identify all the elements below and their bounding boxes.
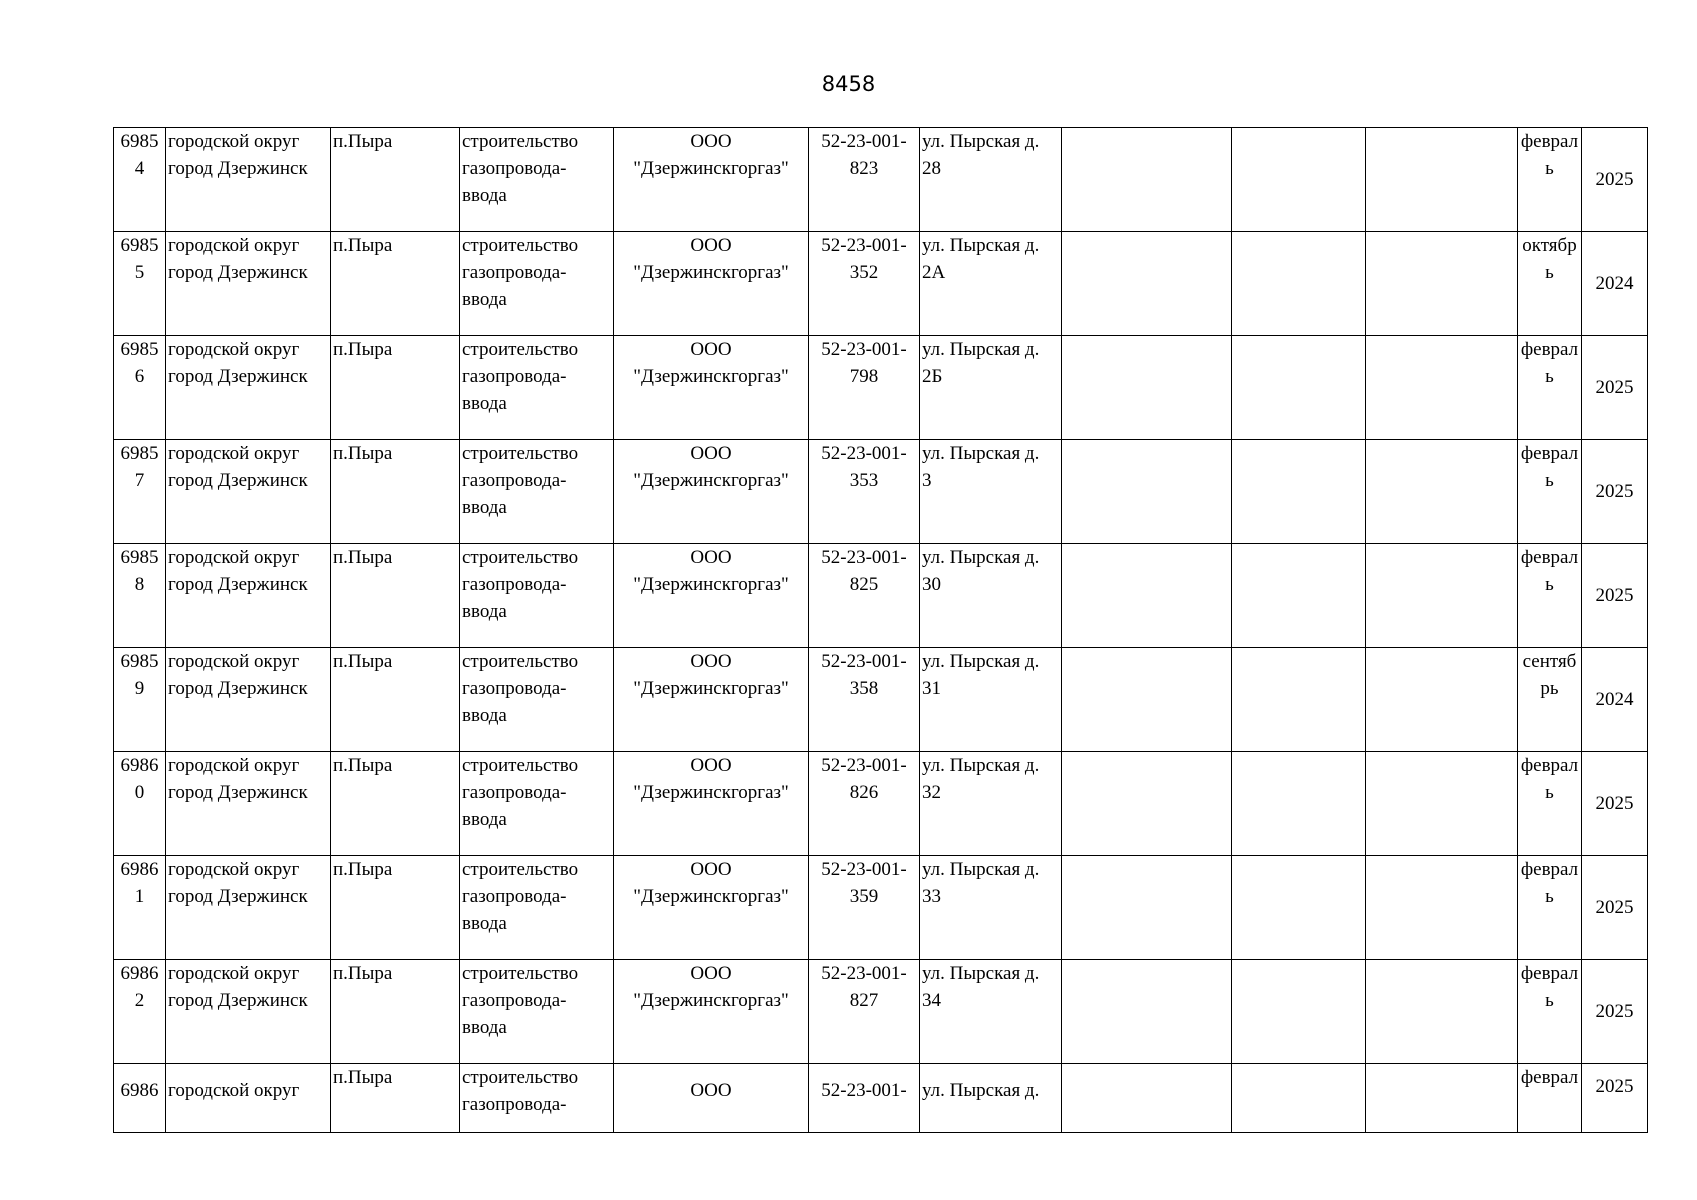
object-code-cell: 52-23-001- 823 [809,128,920,232]
month-cell: феврал ь [1518,440,1582,544]
object-code-cell: 52-23-001- [809,1064,920,1133]
object-code-cell: 52-23-001- 359 [809,856,920,960]
page-number: 8458 [821,72,876,96]
empty-cell [1232,544,1366,648]
organization-cell: ООО "Дзержинскгоргаз" [614,440,809,544]
month-cell: феврал ь [1518,544,1582,648]
empty-cell [1232,648,1366,752]
organization-cell: ООО "Дзержинскгоргаз" [614,544,809,648]
settlement-cell: п.Пыра [331,960,460,1064]
work-type-cell: строительство газопровода- [460,1064,614,1133]
settlement-cell: п.Пыра [331,336,460,440]
empty-cell [1366,336,1518,440]
address-cell: ул. Пырская д. 30 [920,544,1062,648]
object-code-cell: 52-23-001- 798 [809,336,920,440]
table-row [114,1064,1648,1133]
work-type-cell: строительство газопровода- ввода [460,336,614,440]
table-row [114,856,1648,960]
row-number-cell: 6986 1 [114,856,166,960]
year-cell: 2025 [1582,856,1648,960]
empty-cell [1366,960,1518,1064]
address-cell: ул. Пырская д. 31 [920,648,1062,752]
organization-cell: ООО "Дзержинскгоргаз" [614,128,809,232]
empty-cell [1366,232,1518,336]
settlement-cell: п.Пыра [331,856,460,960]
empty-cell [1062,648,1232,752]
table-row [114,544,1648,648]
address-cell: ул. Пырская д. 2Б [920,336,1062,440]
month-cell: феврал ь [1518,128,1582,232]
empty-cell [1062,232,1232,336]
settlement-cell: п.Пыра [331,544,460,648]
row-number-cell: 6986 0 [114,752,166,856]
table-row [114,128,1648,232]
work-type-cell: строительство газопровода- ввода [460,128,614,232]
empty-cell [1062,544,1232,648]
empty-cell [1366,1064,1518,1133]
year-cell: 2025 [1582,128,1648,232]
work-type-cell: строительство газопровода- ввода [460,648,614,752]
settlement-cell: п.Пыра [331,128,460,232]
organization-cell: ООО "Дзержинскгоргаз" [614,648,809,752]
district-cell: городской округ город Дзержинск [166,856,331,960]
district-cell: городской округ город Дзержинск [166,960,331,1064]
district-cell: городской округ город Дзержинск [166,232,331,336]
empty-cell [1232,128,1366,232]
settlement-cell: п.Пыра [331,232,460,336]
row-number-cell: 6985 9 [114,648,166,752]
table-row [114,232,1648,336]
empty-cell [1062,752,1232,856]
row-number-cell: 6985 5 [114,232,166,336]
address-cell: ул. Пырская д. 3 [920,440,1062,544]
empty-cell [1232,440,1366,544]
work-type-cell: строительство газопровода- ввода [460,440,614,544]
month-cell: октябр ь [1518,232,1582,336]
empty-cell [1232,336,1366,440]
organization-cell: ООО "Дзержинскгоргаз" [614,336,809,440]
object-code-cell: 52-23-001- 352 [809,232,920,336]
object-code-cell: 52-23-001- 825 [809,544,920,648]
work-type-cell: строительство газопровода- ввода [460,856,614,960]
table-row [114,752,1648,856]
object-code-cell: 52-23-001- 358 [809,648,920,752]
month-cell: сентяб рь [1518,648,1582,752]
organization-cell: ООО "Дзержинскгоргаз" [614,232,809,336]
year-cell: 2025 [1582,336,1648,440]
settlement-cell: п.Пыра [331,648,460,752]
organization-cell: ООО [614,1064,809,1133]
empty-cell [1366,856,1518,960]
empty-cell [1366,440,1518,544]
empty-cell [1232,960,1366,1064]
empty-cell [1232,232,1366,336]
month-cell: феврал ь [1518,336,1582,440]
address-cell: ул. Пырская д. 33 [920,856,1062,960]
empty-cell [1366,752,1518,856]
year-cell: 2024 [1582,232,1648,336]
empty-cell [1366,544,1518,648]
work-type-cell: строительство газопровода- ввода [460,544,614,648]
row-number-cell: 6985 7 [114,440,166,544]
work-type-cell: строительство газопровода- ввода [460,232,614,336]
district-cell: городской округ город Дзержинск [166,336,331,440]
empty-cell [1232,1064,1366,1133]
row-number-cell: 6985 8 [114,544,166,648]
empty-cell [1062,1064,1232,1133]
year-cell: 2025 [1582,960,1648,1064]
district-cell: городской округ город Дзержинск [166,648,331,752]
table-row [114,440,1648,544]
address-cell: ул. Пырская д. 28 [920,128,1062,232]
empty-cell [1062,440,1232,544]
district-cell: городской округ город Дзержинск [166,544,331,648]
row-number-cell: 6985 4 [114,128,166,232]
district-cell: городской округ город Дзержинск [166,440,331,544]
settlement-cell: п.Пыра [331,1064,460,1133]
district-cell: городской округ [166,1064,331,1133]
address-cell: ул. Пырская д. 2А [920,232,1062,336]
settlement-cell: п.Пыра [331,752,460,856]
organization-cell: ООО "Дзержинскгоргаз" [614,752,809,856]
empty-cell [1062,856,1232,960]
month-cell: феврал ь [1518,960,1582,1064]
year-cell: 2025 [1582,440,1648,544]
empty-cell [1366,128,1518,232]
row-number-cell: 6986 2 [114,960,166,1064]
address-cell: ул. Пырская д. 34 [920,960,1062,1064]
address-cell: ул. Пырская д. 32 [920,752,1062,856]
empty-cell [1062,336,1232,440]
work-type-cell: строительство газопровода- ввода [460,960,614,1064]
month-cell: феврал ь [1518,856,1582,960]
address-cell: ул. Пырская д. [920,1064,1062,1133]
object-code-cell: 52-23-001- 827 [809,960,920,1064]
month-cell: феврал [1518,1064,1582,1133]
empty-cell [1366,648,1518,752]
empty-cell [1232,752,1366,856]
row-number-cell: 6985 6 [114,336,166,440]
gas-connection-registry-table [113,127,1648,1133]
year-cell: 2025 [1582,752,1648,856]
empty-cell [1062,960,1232,1064]
empty-cell [1232,856,1366,960]
organization-cell: ООО "Дзержинскгоргаз" [614,856,809,960]
table-row [114,960,1648,1064]
district-cell: городской округ город Дзержинск [166,752,331,856]
object-code-cell: 52-23-001- 826 [809,752,920,856]
work-type-cell: строительство газопровода- ввода [460,752,614,856]
month-cell: феврал ь [1518,752,1582,856]
row-number-cell: 6986 [114,1064,166,1133]
settlement-cell: п.Пыра [331,440,460,544]
table-row [114,648,1648,752]
year-cell: 2025 [1582,544,1648,648]
table-row [114,336,1648,440]
year-cell: 2025 [1582,1064,1648,1133]
district-cell: городской округ город Дзержинск [166,128,331,232]
object-code-cell: 52-23-001- 353 [809,440,920,544]
organization-cell: ООО "Дзержинскгоргаз" [614,960,809,1064]
empty-cell [1062,128,1232,232]
year-cell: 2024 [1582,648,1648,752]
